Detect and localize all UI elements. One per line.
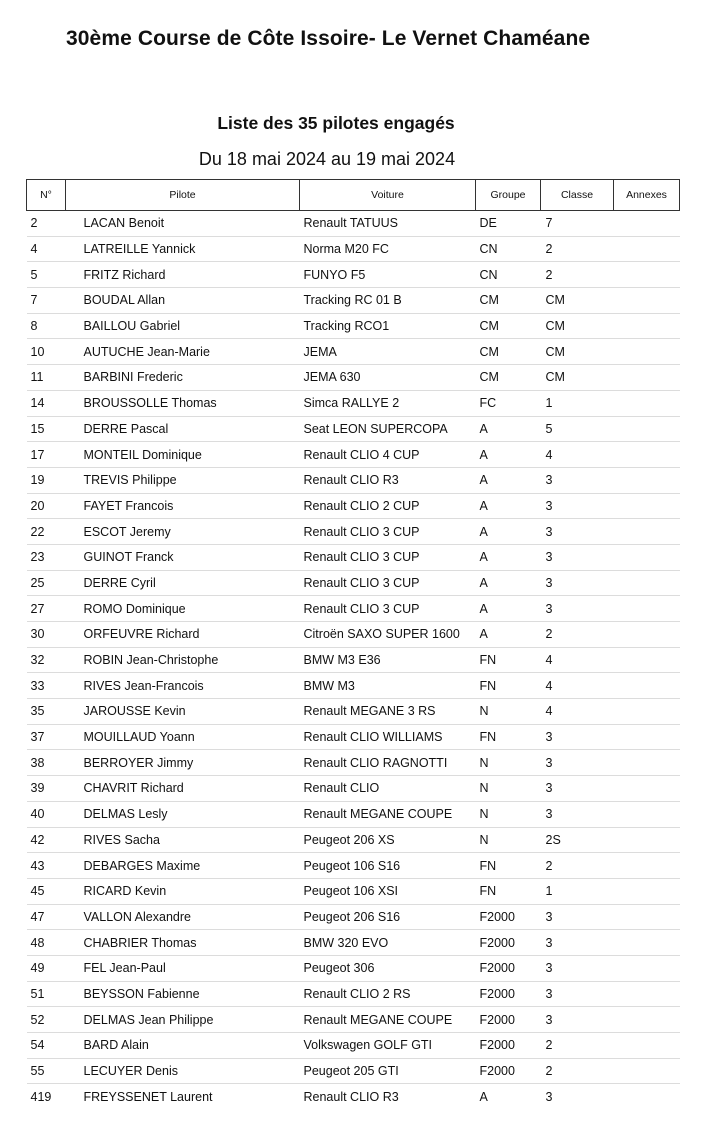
cell-classe: 4 [545, 653, 553, 668]
pilots-table [26, 179, 680, 1110]
cell-classe: CM [545, 319, 565, 334]
cell-pilote: MOUILLAUD Yoann [83, 730, 195, 745]
cell-groupe: N [479, 704, 489, 719]
cell-classe: 2S [545, 832, 561, 847]
cell-pilote: DELMAS Lesly [83, 807, 168, 822]
cell-num: 48 [30, 935, 45, 950]
cell-groupe: CM [479, 293, 499, 308]
cell-pilote: DERRE Cyril [83, 575, 156, 590]
cell-voiture: Renault CLIO 3 CUP [303, 524, 420, 539]
cell-num: 43 [30, 858, 45, 873]
cell-num: 23 [30, 550, 45, 565]
cell-voiture: BMW M3 E36 [303, 653, 381, 668]
cell-pilote: BARD Alain [83, 1038, 149, 1053]
cell-annexes [614, 313, 680, 339]
table-row [27, 262, 680, 288]
cell-pilote: RIVES Jean-Francois [83, 678, 204, 693]
cell-groupe: FN [479, 884, 497, 899]
cell-classe: 3 [545, 755, 553, 770]
cell-voiture: Peugeot 206 XS [303, 832, 395, 847]
cell-groupe: N [479, 755, 489, 770]
cell-classe: 5 [545, 421, 553, 436]
table-row [27, 1058, 680, 1084]
cell-classe: 3 [545, 986, 553, 1001]
table-row [27, 211, 680, 237]
table-row [27, 339, 680, 365]
cell-voiture: Renault MEGANE COUPE [303, 807, 453, 822]
cell-annexes [614, 878, 680, 904]
cell-pilote: LECUYER Denis [83, 1064, 178, 1079]
cell-groupe: A [479, 498, 488, 513]
cell-annexes [614, 1033, 680, 1059]
cell-voiture: Norma M20 FC [303, 242, 389, 257]
cell-annexes [614, 699, 680, 725]
cell-groupe: A [479, 1089, 488, 1104]
table-row [27, 1084, 680, 1110]
cell-groupe: CN [479, 267, 498, 282]
cell-groupe: N [479, 832, 489, 847]
cell-groupe: F2000 [479, 1038, 515, 1053]
cell-classe: 3 [545, 550, 553, 565]
cell-voiture: Simca RALLYE 2 [303, 396, 400, 411]
cell-voiture: Peugeot 106 XSI [303, 884, 399, 899]
cell-num: 25 [30, 575, 45, 590]
column-header-classe: Classe [541, 180, 614, 211]
cell-num: 39 [30, 781, 45, 796]
cell-pilote: DEBARGES Maxime [83, 858, 201, 873]
cell-num: 42 [30, 832, 45, 847]
cell-pilote: CHAVRIT Richard [83, 781, 184, 796]
cell-groupe: CM [479, 370, 499, 385]
table-row [27, 801, 680, 827]
cell-num: 7 [30, 293, 38, 308]
event-dates: Du 18 mai 2024 au 19 mai 2024 [198, 149, 456, 169]
cell-groupe: A [479, 627, 488, 642]
cell-groupe: FN [479, 858, 497, 873]
cell-classe: 4 [545, 678, 553, 693]
cell-groupe: F2000 [479, 935, 515, 950]
cell-voiture: Peugeot 306 [303, 961, 375, 976]
cell-classe: 2 [545, 242, 553, 257]
cell-groupe: N [479, 807, 489, 822]
cell-voiture: Renault CLIO 4 CUP [303, 447, 420, 462]
cell-pilote: FREYSSENET Laurent [83, 1089, 213, 1104]
column-header-pilote: Pilote [66, 180, 300, 211]
cell-voiture: Renault CLIO [303, 781, 380, 796]
column-header-voiture: Voiture [300, 180, 476, 211]
cell-annexes [614, 390, 680, 416]
cell-annexes [614, 904, 680, 930]
cell-num: 27 [30, 601, 45, 616]
column-header-annexes: Annexes [614, 180, 680, 211]
cell-annexes [614, 750, 680, 776]
table-row [27, 442, 680, 468]
cell-num: 32 [30, 653, 45, 668]
table-row [27, 313, 680, 339]
table-row [27, 647, 680, 673]
cell-annexes [614, 519, 680, 545]
cell-num: 10 [30, 344, 45, 359]
cell-classe: 3 [545, 1012, 553, 1027]
cell-voiture: Peugeot 106 S16 [303, 858, 401, 873]
table-row [27, 930, 680, 956]
cell-groupe: FN [479, 730, 497, 745]
cell-pilote: TREVIS Philippe [83, 473, 177, 488]
cell-classe: 3 [545, 730, 553, 745]
table-row [27, 776, 680, 802]
cell-num: 49 [30, 961, 45, 976]
table-row [27, 981, 680, 1007]
cell-num: 54 [30, 1038, 45, 1053]
cell-num: 5 [30, 267, 38, 282]
cell-groupe: A [479, 575, 488, 590]
cell-voiture: Citroën SAXO SUPER 1600 [303, 627, 460, 642]
cell-voiture: Peugeot 206 S16 [303, 909, 401, 924]
cell-num: 2 [30, 216, 38, 231]
table-row [27, 390, 680, 416]
cell-num: 8 [30, 319, 38, 334]
cell-groupe: F2000 [479, 909, 515, 924]
table-row [27, 236, 680, 262]
cell-classe: 1 [545, 396, 553, 411]
cell-pilote: AUTUCHE Jean-Marie [83, 344, 210, 359]
cell-annexes [614, 544, 680, 570]
cell-annexes [614, 853, 680, 879]
cell-voiture: Renault MEGANE 3 RS [303, 704, 436, 719]
cell-pilote: RICARD Kevin [83, 884, 167, 899]
cell-voiture: Renault CLIO RAGNOTTI [303, 755, 448, 770]
cell-num: 47 [30, 909, 45, 924]
table-row [27, 955, 680, 981]
cell-classe: CM [545, 370, 565, 385]
cell-annexes [614, 801, 680, 827]
table-row [27, 673, 680, 699]
cell-pilote: VALLON Alexandre [83, 909, 191, 924]
cell-annexes [614, 776, 680, 802]
cell-classe: 2 [545, 627, 553, 642]
document-subtitle: Liste des 35 pilotes engagés [217, 113, 455, 133]
cell-annexes [614, 647, 680, 673]
table-row [27, 827, 680, 853]
table-row [27, 1033, 680, 1059]
cell-voiture: FUNYO F5 [303, 267, 366, 282]
document-title: 30ème Course de Côte Issoire- Le Vernet Chaméane [66, 27, 591, 50]
cell-voiture: Tracking RC 01 B [303, 293, 402, 308]
cell-voiture: Renault CLIO 3 CUP [303, 601, 420, 616]
cell-voiture: Seat LEON SUPERCOPA [303, 421, 448, 436]
cell-pilote: ESCOT Jeremy [83, 524, 171, 539]
cell-num: 20 [30, 498, 45, 513]
cell-annexes [614, 724, 680, 750]
cell-voiture: Renault CLIO 2 CUP [303, 498, 420, 513]
cell-voiture: BMW M3 [303, 678, 355, 693]
table-row [27, 699, 680, 725]
cell-classe: 2 [545, 858, 553, 873]
cell-annexes [614, 596, 680, 622]
cell-classe: 3 [545, 601, 553, 616]
table-row [27, 570, 680, 596]
cell-num: 45 [30, 884, 45, 899]
cell-pilote: FAYET Francois [83, 498, 174, 513]
cell-voiture: Renault CLIO R3 [303, 473, 399, 488]
cell-groupe: A [479, 473, 488, 488]
cell-voiture: BMW 320 EVO [303, 935, 389, 950]
cell-classe: CM [545, 344, 565, 359]
cell-groupe: N [479, 781, 489, 796]
cell-annexes [614, 211, 680, 237]
cell-voiture: Peugeot 205 GTI [303, 1064, 399, 1079]
cell-annexes [614, 1084, 680, 1110]
cell-pilote: LACAN Benoit [83, 216, 165, 231]
cell-annexes [614, 493, 680, 519]
cell-voiture: Volkswagen GOLF GTI [303, 1038, 433, 1053]
table-header [27, 180, 680, 211]
cell-groupe: F2000 [479, 986, 515, 1001]
cell-voiture: JEMA [303, 344, 337, 359]
cell-pilote: LATREILLE Yannick [83, 242, 196, 257]
cell-classe: 3 [545, 961, 553, 976]
cell-classe: 2 [545, 1038, 553, 1053]
cell-annexes [614, 930, 680, 956]
cell-groupe: F2000 [479, 961, 515, 976]
table-row [27, 544, 680, 570]
cell-classe: 1 [545, 884, 553, 899]
table-row [27, 596, 680, 622]
table-row [27, 365, 680, 391]
cell-pilote: BERROYER Jimmy [83, 755, 194, 770]
cell-pilote: FRITZ Richard [83, 267, 166, 282]
cell-pilote: ROMO Dominique [83, 601, 186, 616]
cell-pilote: CHABRIER Thomas [83, 935, 197, 950]
cell-classe: 4 [545, 704, 553, 719]
cell-annexes [614, 1007, 680, 1033]
cell-num: 30 [30, 627, 45, 642]
cell-num: 52 [30, 1012, 45, 1027]
cell-groupe: A [479, 447, 488, 462]
table-row [27, 467, 680, 493]
cell-pilote: ROBIN Jean-Christophe [83, 653, 219, 668]
cell-groupe: DE [479, 216, 497, 231]
table-row [27, 622, 680, 648]
table-row [27, 750, 680, 776]
cell-pilote: ORFEUVRE Richard [83, 627, 200, 642]
cell-groupe: CN [479, 242, 498, 257]
cell-num: 11 [30, 370, 44, 385]
cell-voiture: Renault CLIO 2 RS [303, 986, 411, 1001]
cell-groupe: F2000 [479, 1012, 515, 1027]
cell-num: 14 [30, 396, 45, 411]
cell-voiture: Tracking RCO1 [303, 319, 390, 334]
cell-annexes [614, 1058, 680, 1084]
table-row [27, 1007, 680, 1033]
cell-annexes [614, 339, 680, 365]
cell-pilote: BEYSSON Fabienne [83, 986, 200, 1001]
cell-groupe: F2000 [479, 1064, 515, 1079]
cell-voiture: Renault CLIO 3 CUP [303, 575, 420, 590]
cell-pilote: DERRE Pascal [83, 421, 169, 436]
cell-pilote: BAILLOU Gabriel [83, 319, 181, 334]
table-row [27, 878, 680, 904]
table-row [27, 904, 680, 930]
cell-num: 55 [30, 1064, 45, 1079]
cell-classe: 4 [545, 447, 553, 462]
cell-num: 38 [30, 755, 45, 770]
cell-pilote: BROUSSOLLE Thomas [83, 396, 217, 411]
cell-classe: 3 [545, 498, 553, 513]
cell-groupe: A [479, 524, 488, 539]
cell-groupe: FC [479, 396, 497, 411]
cell-voiture: Renault CLIO 3 CUP [303, 550, 420, 565]
cell-annexes [614, 622, 680, 648]
cell-num: 51 [30, 986, 45, 1001]
cell-num: 419 [30, 1089, 52, 1104]
column-header-num: N° [27, 180, 66, 211]
cell-classe: 2 [545, 267, 553, 282]
cell-pilote: RIVES Sacha [83, 832, 160, 847]
table-row [27, 853, 680, 879]
cell-voiture: Renault CLIO R3 [303, 1089, 399, 1104]
table-row [27, 724, 680, 750]
cell-annexes [614, 365, 680, 391]
cell-annexes [614, 467, 680, 493]
table-row [27, 288, 680, 314]
cell-groupe: FN [479, 653, 497, 668]
cell-pilote: JAROUSSE Kevin [83, 704, 186, 719]
cell-num: 19 [30, 473, 45, 488]
cell-annexes [614, 442, 680, 468]
cell-num: 40 [30, 807, 45, 822]
cell-classe: 3 [545, 807, 553, 822]
table-row [27, 416, 680, 442]
cell-annexes [614, 570, 680, 596]
cell-annexes [614, 827, 680, 853]
column-header-groupe: Groupe [476, 180, 541, 211]
cell-pilote: MONTEIL Dominique [83, 447, 202, 462]
cell-groupe: A [479, 550, 488, 565]
cell-voiture: Renault MEGANE COUPE [303, 1012, 453, 1027]
cell-num: 35 [30, 704, 45, 719]
table-body [27, 211, 680, 1110]
cell-pilote: GUINOT Franck [83, 550, 174, 565]
cell-classe: 3 [545, 781, 553, 796]
cell-num: 33 [30, 678, 45, 693]
cell-annexes [614, 955, 680, 981]
cell-num: 37 [30, 730, 45, 745]
cell-groupe: CM [479, 319, 499, 334]
cell-annexes [614, 288, 680, 314]
cell-annexes [614, 262, 680, 288]
cell-num: 17 [30, 447, 45, 462]
cell-voiture: JEMA 630 [303, 370, 361, 385]
cell-pilote: DELMAS Jean Philippe [83, 1012, 214, 1027]
cell-classe: 3 [545, 473, 553, 488]
cell-classe: CM [545, 293, 565, 308]
cell-classe: 7 [545, 216, 553, 231]
cell-num: 15 [30, 421, 45, 436]
cell-groupe: CM [479, 344, 499, 359]
cell-num: 22 [30, 524, 45, 539]
cell-groupe: A [479, 601, 488, 616]
cell-annexes [614, 416, 680, 442]
cell-classe: 3 [545, 1089, 553, 1104]
cell-classe: 3 [545, 935, 553, 950]
cell-classe: 2 [545, 1064, 553, 1079]
cell-classe: 3 [545, 524, 553, 539]
cell-classe: 3 [545, 575, 553, 590]
cell-voiture: Renault CLIO WILLIAMS [303, 730, 443, 745]
cell-groupe: FN [479, 678, 497, 693]
cell-pilote: BARBINI Frederic [83, 370, 183, 385]
cell-annexes [614, 673, 680, 699]
cell-num: 4 [30, 242, 38, 257]
cell-voiture: Renault TATUUS [303, 216, 398, 231]
cell-annexes [614, 981, 680, 1007]
table-row [27, 519, 680, 545]
cell-pilote: FEL Jean-Paul [83, 961, 166, 976]
cell-annexes [614, 236, 680, 262]
cell-classe: 3 [545, 909, 553, 924]
cell-groupe: A [479, 421, 488, 436]
cell-pilote: BOUDAL Allan [83, 293, 166, 308]
table-row [27, 493, 680, 519]
